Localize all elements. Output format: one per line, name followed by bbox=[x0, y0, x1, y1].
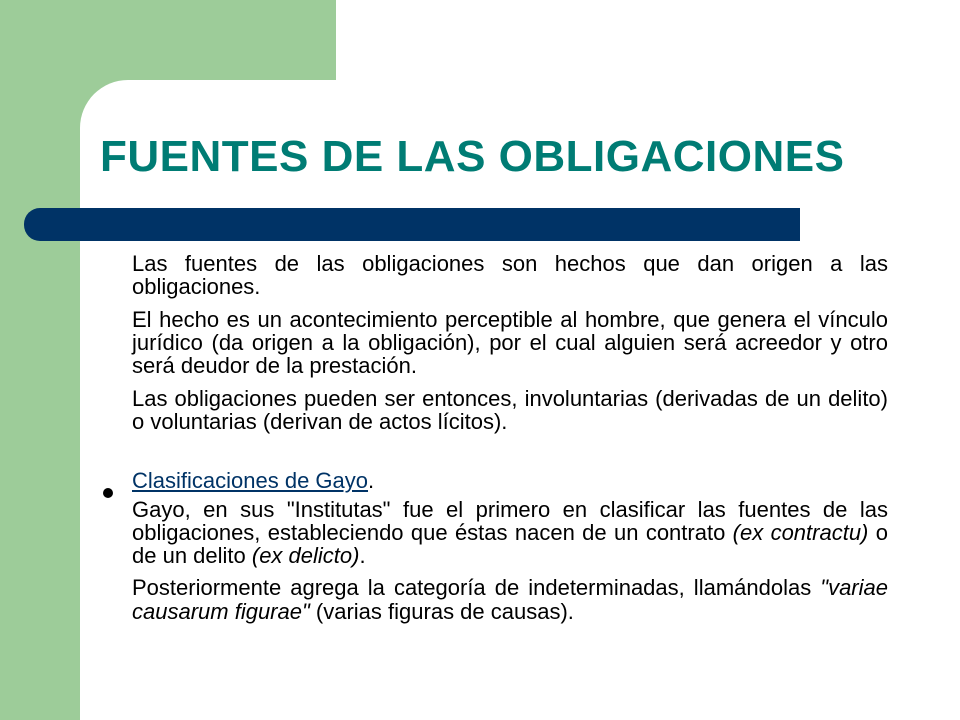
gayo-text-2: o de un delito bbox=[132, 519, 888, 569]
paragraph-involuntarias: Las obligaciones pueden ser entonces, involuntarias (derivadas de un delito) o voluntarias (derivan de actos lícitos). bbox=[132, 385, 888, 434]
gayo-text-3: . bbox=[359, 543, 366, 569]
paragraph-fuentes: Las fuentes de las obligaciones son hechos que dan origen a las obligaciones. bbox=[132, 251, 888, 300]
slide-body bbox=[132, 252, 888, 632]
slide-title: FUENTES DE LAS OBLIGACIONES bbox=[100, 132, 845, 181]
bullet-heading bbox=[132, 469, 888, 492]
posterior-italic-variae: "variae causarum figurae" bbox=[132, 575, 888, 624]
bullet-heading-punct: . bbox=[368, 468, 375, 494]
paragraph-hecho: El hecho es un acontecimiento perceptible al hombre, que genera el vínculo jurídico (da origen a la obligación), por el cual alguien será acreedor y otro será deudor de la prestación. bbox=[132, 306, 888, 379]
gayo-italic-delicto: (ex delicto) bbox=[251, 543, 360, 569]
posterior-text-2: (varias figuras de causas). bbox=[309, 598, 574, 624]
title-underline-bar bbox=[24, 208, 800, 241]
gayo-text-1: Gayo, en sus "Institutas" fue el primero en clasificar las fuentes de las obligaciones, estableciendo que éstas nacen de un contrato bbox=[132, 496, 888, 545]
paragraph-posteriormente bbox=[132, 576, 888, 623]
paragraph-gayo bbox=[132, 498, 888, 568]
posterior-text-1: Posteriormente agrega la categoría de indeterminadas, llamándolas bbox=[132, 575, 821, 601]
bullet-dot-icon bbox=[103, 488, 113, 498]
gayo-link[interactable]: Clasificaciones de Gayo bbox=[132, 468, 369, 494]
gayo-italic-contractu: (ex contractu) bbox=[732, 519, 869, 545]
